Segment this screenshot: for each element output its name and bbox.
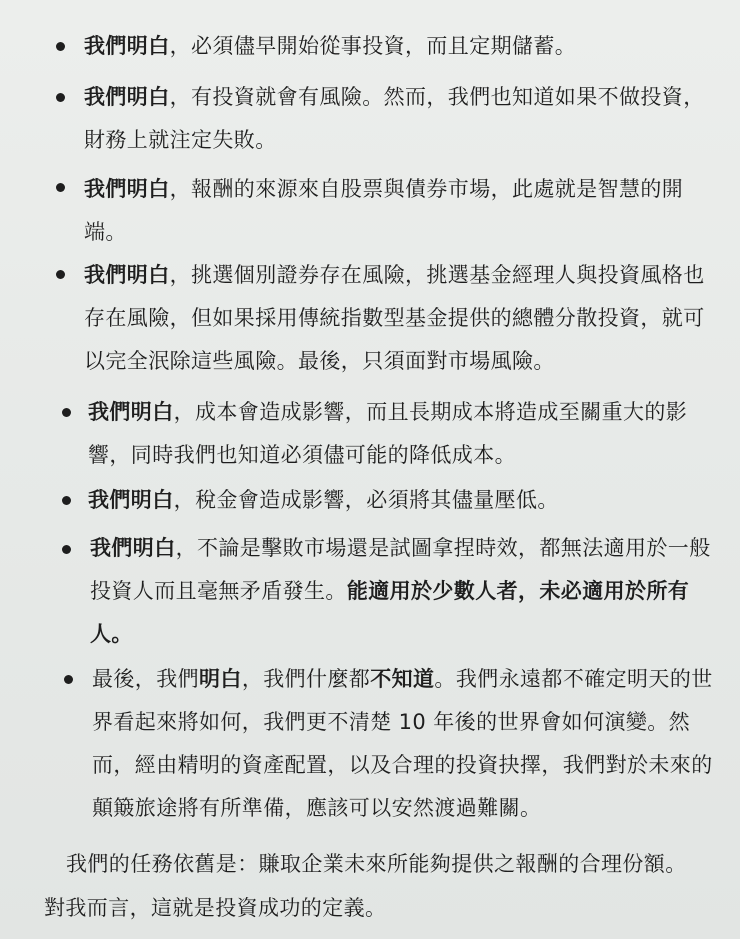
closing-paragraph: [44, 842, 704, 930]
lead-phrase: 我們明白: [88, 488, 174, 512]
lead-phrase: 我們明白: [84, 34, 170, 58]
body-text: ，必須儘早開始從事投資，而且定期儲蓄。: [169, 34, 577, 58]
list-item-text: [92, 658, 717, 830]
list-item-text: [88, 391, 713, 477]
bullet-icon: [56, 42, 65, 51]
body-text: ，成本會造成影響，而且長期成本將造成至關重大的影響，同時我們也知道必須儘可能的降低成本。: [88, 400, 688, 467]
body-text: ，不論是擊敗市場還是試圖拿捏時效，都無法適用於一般投資人而且毫無矛盾發生。: [90, 536, 711, 603]
lead-phrase: 我們明白: [88, 400, 174, 424]
body-text: ，稅金會造成影響，必須將其儘量壓低。: [173, 488, 559, 512]
bullet-icon: [62, 408, 71, 417]
bullet-icon: [62, 496, 71, 505]
bullet-icon: [56, 183, 65, 192]
closing-line: 對我而言，這就是投資成功的定義。: [44, 896, 387, 920]
body-text: ，報酬的來源來自股票與債券市場，此處就是智慧的開端。: [84, 177, 684, 244]
list-item-text: [84, 168, 709, 254]
lead-phrase: 我們明白: [84, 177, 170, 201]
bullet-icon: [62, 545, 71, 554]
list-item-text: [84, 76, 709, 162]
body-text: ，挑選個別證券存在風險，挑選基金經理人與投資風格也存在風險，但如果採用傳統指數型基金提供的總體分散投資，就可以完全泯除這些風險。最後，只須面對市場風險。: [84, 263, 705, 373]
list-item-text: [84, 254, 709, 383]
lead-phrase: 明白: [199, 667, 242, 691]
closing-line: 我們的任務依舊是：賺取企業未來所能夠提供之報酬的合理份額。: [66, 852, 687, 876]
body-text: 。我們永遠都不確定明天的世界看起來將如何，我們更不清楚 10 年後的世界會如何演變。然而，經由精明的資產配置，以及合理的投資抉擇，我們對於未來的顛簸旅途將有所準備，應該可以安然渡過難關。: [92, 667, 713, 820]
emphasis-text: 不知道: [370, 667, 435, 691]
emphasis-text: 能適用於少數人者，未必適用於所有人。: [90, 579, 690, 646]
bullet-icon: [56, 270, 65, 279]
list-item-text: [90, 527, 715, 656]
mid-text: ，我們什麼都: [241, 667, 371, 691]
body-text: ，有投資就會有風險。然而，我們也知道如果不做投資，財務上就注定失敗。: [84, 85, 705, 152]
bullet-icon: [64, 675, 73, 684]
prefix-text: 最後，我們: [92, 667, 199, 691]
lead-phrase: 我們明白: [84, 85, 170, 109]
list-item-text: [84, 25, 709, 68]
list-item-text: [88, 479, 713, 522]
lead-phrase: 我們明白: [90, 536, 176, 560]
bullet-icon: [56, 93, 65, 102]
lead-phrase: 我們明白: [84, 263, 170, 287]
